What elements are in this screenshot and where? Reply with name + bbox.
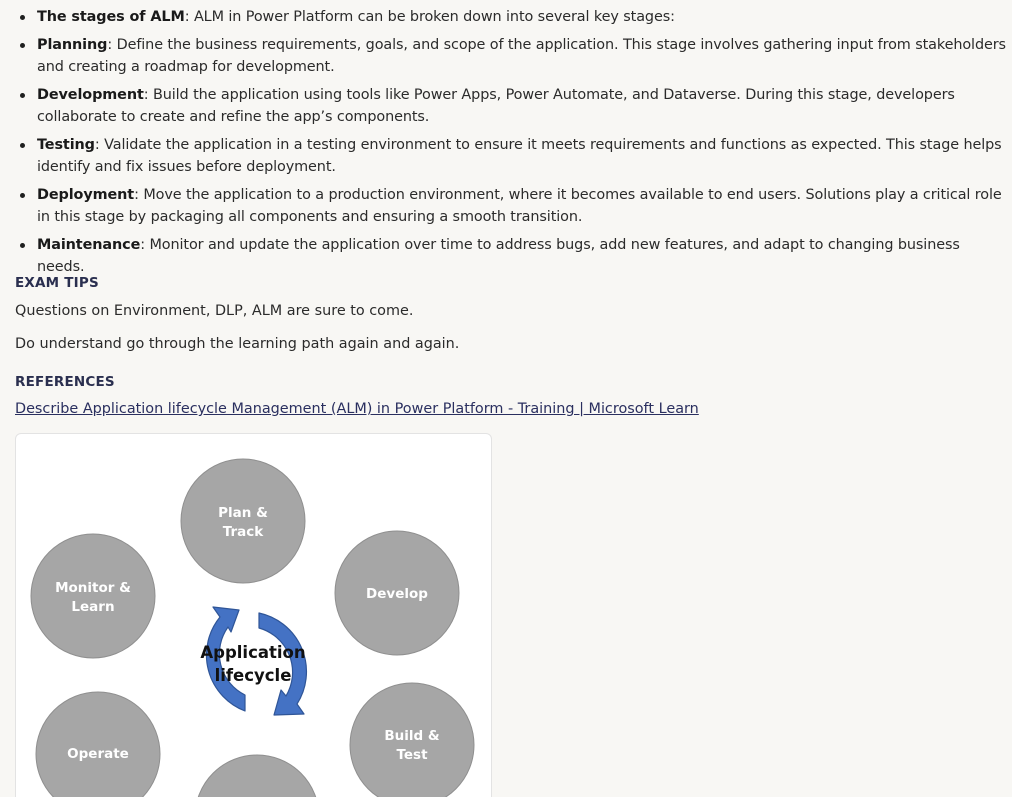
alm-stages-list xyxy=(0,6,1012,284)
stage-term: Planning xyxy=(37,37,108,53)
develop-label: Develop xyxy=(366,586,428,602)
list-item-maintenance xyxy=(0,234,1012,278)
build-test-label-line-1: Build & xyxy=(384,728,440,744)
develop-node xyxy=(335,531,459,655)
monitor-learn-label-line-1: Monitor & xyxy=(55,580,131,596)
stage-term: The stages of ALM xyxy=(37,9,185,25)
exam-tip-line-1: Questions on Environment, DLP, ALM are sure to come. xyxy=(15,303,414,319)
operate-node xyxy=(36,692,160,797)
application-lifecycle-diagram xyxy=(15,433,492,797)
reference-link-microsoft-learn[interactable]: Describe Application lifecycle Management (ALM) in Power Platform - Training | Microsoft Learn xyxy=(15,401,699,417)
list-item-testing xyxy=(0,134,1012,178)
center-label-line-1: Application xyxy=(200,643,306,662)
partial-bottom-node xyxy=(195,755,319,797)
stage-description: : Move the application to a production environment, where it becomes available to end users. Solutions play a critical role in this stage by packaging all components and ensuring a smooth transition. xyxy=(37,187,1002,225)
list-item-development xyxy=(0,84,1012,128)
center-label-line-2: lifecycle xyxy=(214,666,292,685)
plan-track-node xyxy=(181,459,305,583)
list-item-deployment xyxy=(0,184,1012,228)
build-test-node xyxy=(350,683,474,797)
stage-description: : Validate the application in a testing environment to ensure it meets requirements and functions as expected. This stage helps identify and fix issues before deployment. xyxy=(37,137,1002,175)
monitor-learn-node xyxy=(31,534,155,658)
stage-description: : Build the application using tools like Power Apps, Power Automate, and Dataverse. During this stage, developers collaborate to create and refine the app’s components. xyxy=(37,87,955,125)
stage-description: : ALM in Power Platform can be broken down into several key stages: xyxy=(184,9,675,25)
plan-track-label-line-2: Track xyxy=(222,524,264,540)
stage-term: Maintenance xyxy=(37,237,141,253)
stage-description: : Monitor and update the application over time to address bugs, add new features, and adapt to changing business needs. xyxy=(37,237,960,275)
list-item-stages-of-alm xyxy=(0,6,1012,28)
stage-description: : Define the business requirements, goals, and scope of the application. This stage involves gathering input from stakeholders and creating a roadmap for development. xyxy=(37,37,1006,75)
operate-label: Operate xyxy=(67,746,129,762)
stage-term: Testing xyxy=(37,137,95,153)
exam-tips-heading: EXAM TIPS xyxy=(15,275,99,291)
stage-term: Development xyxy=(37,87,144,103)
references-heading: REFERENCES xyxy=(15,374,115,390)
stage-term: Deployment xyxy=(37,187,135,203)
list-item-planning xyxy=(0,34,1012,78)
exam-tip-line-2: Do understand go through the learning path again and again. xyxy=(15,336,460,352)
monitor-learn-label-line-2: Learn xyxy=(71,599,115,615)
plan-track-label-line-1: Plan & xyxy=(218,505,268,521)
build-test-label-line-2: Test xyxy=(396,747,428,763)
lifecycle-svg xyxy=(16,434,491,797)
